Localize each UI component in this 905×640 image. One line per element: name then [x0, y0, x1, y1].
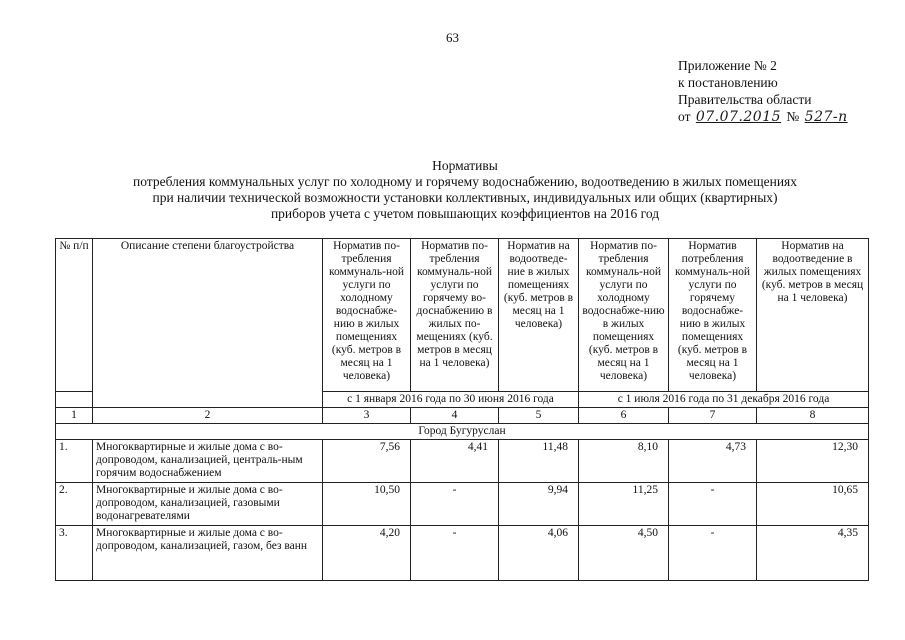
- header-drainage-h2: Норматив на водоотведение в жилых помещениях (куб. метров в месяц на 1 человека): [757, 239, 869, 392]
- cell-cold-h1: 10,50: [323, 483, 411, 526]
- cell-drain-h2: 10,65: [757, 483, 869, 526]
- row-description: Многоквартирные и жилые дома с во-допроводом, канализацией, централь-ным горячим водоснабжением: [93, 440, 323, 483]
- cell-hot-h1: -: [411, 526, 499, 581]
- appendix-line-1: Приложение № 2: [678, 58, 777, 73]
- city-name: Город Бугуруслан: [56, 424, 869, 440]
- period-first-half: с 1 января 2016 года по 30 июня 2016 года: [323, 392, 579, 408]
- table-row: [56, 483, 869, 526]
- appendix-line-2: к постановлению: [678, 75, 778, 90]
- table-row: [56, 440, 869, 483]
- cell-hot-h1: 4,41: [411, 440, 499, 483]
- row-number: 3.: [56, 526, 93, 581]
- appendix-date-line: [678, 108, 850, 126]
- col-number-1: 1: [56, 408, 93, 424]
- document-title: [60, 158, 870, 222]
- title-line-3: приборов учета с учетом повышающих коэффициентов на 2016 год: [270, 206, 660, 221]
- cell-hot-h2: -: [669, 483, 757, 526]
- cell-hot-h2: -: [669, 526, 757, 581]
- cell-drain-h1: 11,48: [499, 440, 579, 483]
- title-line-2: при наличии технической возможности установки коллективных, индивидуальных или общих (квартирных): [152, 190, 778, 205]
- row-description: Многоквартирные и жилые дома с во-допроводом, канализацией, газовыми водонагревателями: [93, 483, 323, 526]
- handwritten-number: 527-п: [804, 109, 848, 125]
- title-line-1: потребления коммунальных услуг по холодному и горячему водоснабжению, водоотведению в жилых помещениях: [132, 174, 798, 189]
- table-row: [56, 526, 869, 581]
- cell-drain-h1: 9,94: [499, 483, 579, 526]
- col-number-5: 5: [499, 408, 579, 424]
- row-number: 1.: [56, 440, 93, 483]
- cell-cold-h2: 8,10: [579, 440, 669, 483]
- cell-cold-h2: 4,50: [579, 526, 669, 581]
- handwritten-date: 07.07.2015: [695, 109, 782, 125]
- header-drainage-h1: Норматив на водоотведе-ние в жилых помещениях (куб. метров в месяц на 1 человека): [499, 239, 579, 392]
- header-num: № п/п: [56, 239, 93, 392]
- page-number: 63: [446, 30, 459, 45]
- header-cold-water-h2: Норматив по-требления коммуналь-ной услуги по холодному водоснабже-нию в жилых помещениях (куб. метров в месяц на 1 человека): [579, 239, 669, 392]
- header-cold-water-h1: Норматив по-требления коммуналь-ной услуги по холодному водоснабже-нию в жилых помещениях (куб. метров в месяц на 1 человека): [323, 239, 411, 392]
- row-description: Многоквартирные и жилые дома с во-допроводом, канализацией, газом, без ванн: [93, 526, 323, 581]
- col-number-3: 3: [323, 408, 411, 424]
- cell-drain-h2: 12,30: [757, 440, 869, 483]
- col-number-8: 8: [757, 408, 869, 424]
- col-number-6: 6: [579, 408, 669, 424]
- cell-cold-h2: 11,25: [579, 483, 669, 526]
- date-prefix: от: [678, 109, 691, 124]
- col-number-7: 7: [669, 408, 757, 424]
- period-second-half: с 1 июля 2016 года по 31 декабря 2016 года: [579, 392, 869, 408]
- header-hot-water-h2: Норматив потребления коммуналь-ной услуги по горячему водоснабже-нию в жилых помещениях (куб. метров в месяц на 1 человека): [669, 239, 757, 392]
- header-hot-water-h1: Норматив по-требления коммуналь-ной услуги по горячему во-доснабжению в жилых по-мещениях (куб. метров в месяц на 1 человека): [411, 239, 499, 392]
- appendix-line-3: Правительства области: [678, 92, 812, 107]
- header-description: Описание степени благоустройства: [93, 239, 323, 408]
- col-number-2: 2: [93, 408, 323, 424]
- norms-table: [55, 238, 869, 581]
- cell-drain-h1: 4,06: [499, 526, 579, 581]
- cell-hot-h2: 4,73: [669, 440, 757, 483]
- header-num-continued: [56, 392, 93, 408]
- cell-drain-h2: 4,35: [757, 526, 869, 581]
- cell-cold-h1: 7,56: [323, 440, 411, 483]
- col-number-4: 4: [411, 408, 499, 424]
- title-heading: Нормативы: [432, 158, 498, 173]
- number-prefix: №: [786, 109, 800, 124]
- cell-hot-h1: -: [411, 483, 499, 526]
- appendix-block: [678, 57, 850, 126]
- cell-cold-h1: 4,20: [323, 526, 411, 581]
- row-number: 2.: [56, 483, 93, 526]
